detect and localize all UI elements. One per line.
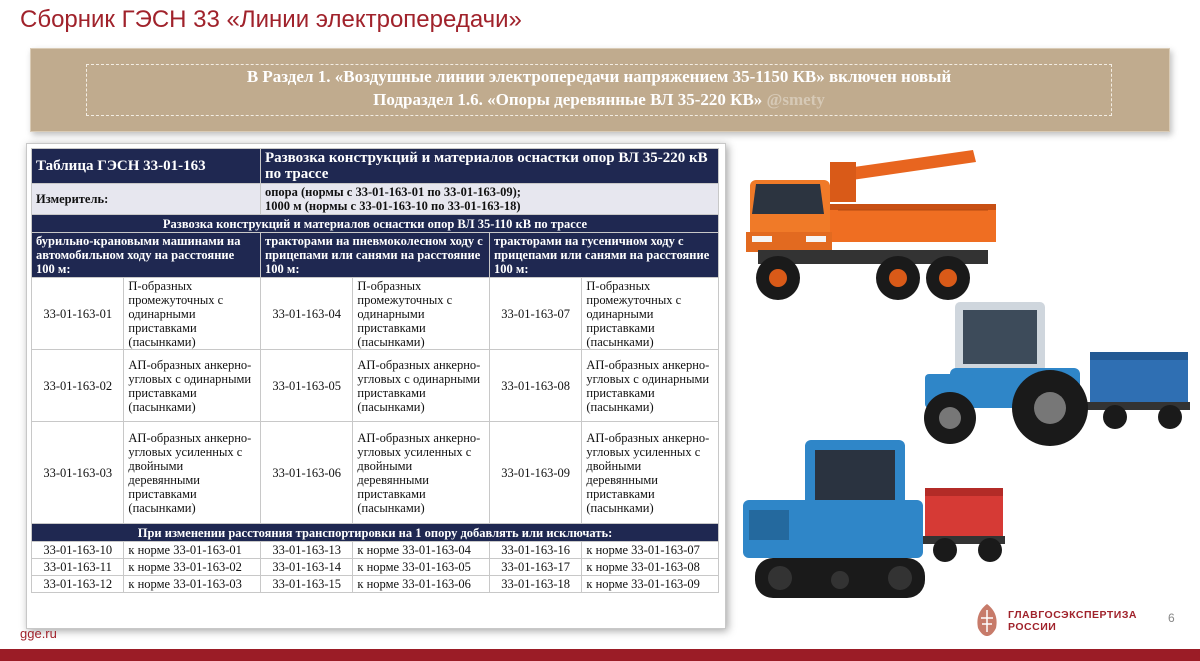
- change-code: 33-01-163-11: [32, 559, 124, 576]
- banner-text: [86, 64, 1112, 116]
- change-code: 33-01-163-13: [260, 542, 352, 559]
- measure-line-2: 1000 м (нормы с 33-01-163-10 по 33-01-163-18): [264, 199, 521, 213]
- wheeled-tractor-photo: [915, 292, 1190, 450]
- row-desc: АП-образных анкерно-угловых с одинарными приставками (пасынками): [124, 350, 261, 422]
- logo-emblem-icon: [972, 602, 1002, 638]
- row-desc: П-образных промежуточных с одинарными приставками (пасынками): [353, 278, 490, 350]
- row-desc: АП-образных анкерно-угловых с одинарными приставками (пасынками): [582, 350, 719, 422]
- crawler-tractor-photo: [735, 430, 1005, 620]
- change-code: 33-01-163-18: [489, 576, 581, 593]
- table-row: [32, 422, 719, 524]
- row-code: 33-01-163-07: [489, 278, 581, 350]
- truck-photo: [738, 140, 1000, 310]
- gesn-table: [31, 148, 719, 593]
- row-desc: П-образных промежуточных с одинарными приставками (пасынками): [124, 278, 261, 350]
- row-code: 33-01-163-06: [260, 422, 352, 524]
- change-desc: к норме 33-01-163-06: [353, 576, 490, 593]
- row-code: 33-01-163-05: [260, 350, 352, 422]
- table-row: [32, 350, 719, 422]
- logo-line-1: ГЛАВГОСЭКСПЕРТИЗА: [1008, 609, 1138, 621]
- row-desc: АП-образных анкерно-угловых усиленных с двойными деревянными приставками (пасынками): [124, 422, 261, 524]
- change-header: При изменении расстояния транспортировки на 1 опору добавлять или исключать:: [32, 524, 719, 542]
- col-header-1: бурильно-крановыми машинами на автомобильном ходу на расстояние 100 м:: [32, 233, 261, 278]
- row-code: 33-01-163-04: [260, 278, 352, 350]
- row-desc: АП-образных анкерно-угловых усиленных с двойными деревянными приставками (пасынками): [353, 422, 490, 524]
- change-code: 33-01-163-14: [260, 559, 352, 576]
- row-code: 33-01-163-02: [32, 350, 124, 422]
- measure-line-1: опора (нормы с 33-01-163-01 по 33-01-163-09);: [264, 185, 521, 199]
- site-link[interactable]: gge.ru: [20, 626, 57, 641]
- table-row: [32, 278, 719, 350]
- change-row: [32, 559, 719, 576]
- table-name: Развозка конструкций и материалов оснастки опор ВЛ 35-220 кВ по трассе: [260, 149, 718, 184]
- measure-label: Измеритель:: [32, 184, 261, 215]
- col-header-2: тракторами на пневмоколесном ходу с прицепами или санями на расстояние 100 м:: [260, 233, 489, 278]
- info-banner: [30, 48, 1170, 132]
- change-code: 33-01-163-12: [32, 576, 124, 593]
- banner-line-2: [87, 88, 1111, 111]
- bottom-bar: [0, 649, 1200, 661]
- row-code: 33-01-163-01: [32, 278, 124, 350]
- row-code: 33-01-163-08: [489, 350, 581, 422]
- row-desc: АП-образных анкерно-угловых усиленных с двойными деревянными приставками (пасынками): [582, 422, 719, 524]
- page-title: Сборник ГЭСН 33 «Линии электропередачи»: [20, 6, 522, 33]
- col-header-3: тракторами на гусеничном ходу с прицепами или санями на расстояние 100 м:: [489, 233, 718, 278]
- change-desc: к норме 33-01-163-02: [124, 559, 261, 576]
- change-row: [32, 576, 719, 593]
- change-desc: к норме 33-01-163-05: [353, 559, 490, 576]
- row-desc: П-образных промежуточных с одинарными приставками (пасынками): [582, 278, 719, 350]
- change-desc: к норме 33-01-163-08: [582, 559, 719, 576]
- gge-logo: [972, 602, 1142, 640]
- change-desc: к норме 33-01-163-01: [124, 542, 261, 559]
- watermark: @smety: [766, 90, 825, 109]
- section-header: Развозка конструкций и материалов оснастки опор ВЛ 35-110 кВ по трассе: [32, 215, 719, 233]
- measure-value: [260, 184, 718, 215]
- change-desc: к норме 33-01-163-04: [353, 542, 490, 559]
- change-desc: к норме 33-01-163-07: [582, 542, 719, 559]
- logo-line-2: РОССИИ: [1008, 621, 1057, 633]
- row-code: 33-01-163-09: [489, 422, 581, 524]
- page-number: 6: [1168, 611, 1175, 625]
- banner-line-1: В Раздел 1. «Воздушные линии электропередачи напряжением 35-1150 КВ» включен новый: [246, 67, 952, 86]
- change-code: 33-01-163-16: [489, 542, 581, 559]
- gesn-table-card: [26, 143, 726, 629]
- row-code: 33-01-163-03: [32, 422, 124, 524]
- banner-line-2-text: Подраздел 1.6. «Опоры деревянные ВЛ 35-220 КВ»: [373, 90, 763, 109]
- change-code: 33-01-163-10: [32, 542, 124, 559]
- row-desc: АП-образных анкерно-угловых с одинарными приставками (пасынками): [353, 350, 490, 422]
- change-row: [32, 542, 719, 559]
- logo-text: [1008, 609, 1137, 633]
- change-desc: к норме 33-01-163-03: [124, 576, 261, 593]
- table-id: Таблица ГЭСН 33-01-163: [32, 149, 261, 184]
- change-desc: к норме 33-01-163-09: [582, 576, 719, 593]
- change-code: 33-01-163-15: [260, 576, 352, 593]
- change-code: 33-01-163-17: [489, 559, 581, 576]
